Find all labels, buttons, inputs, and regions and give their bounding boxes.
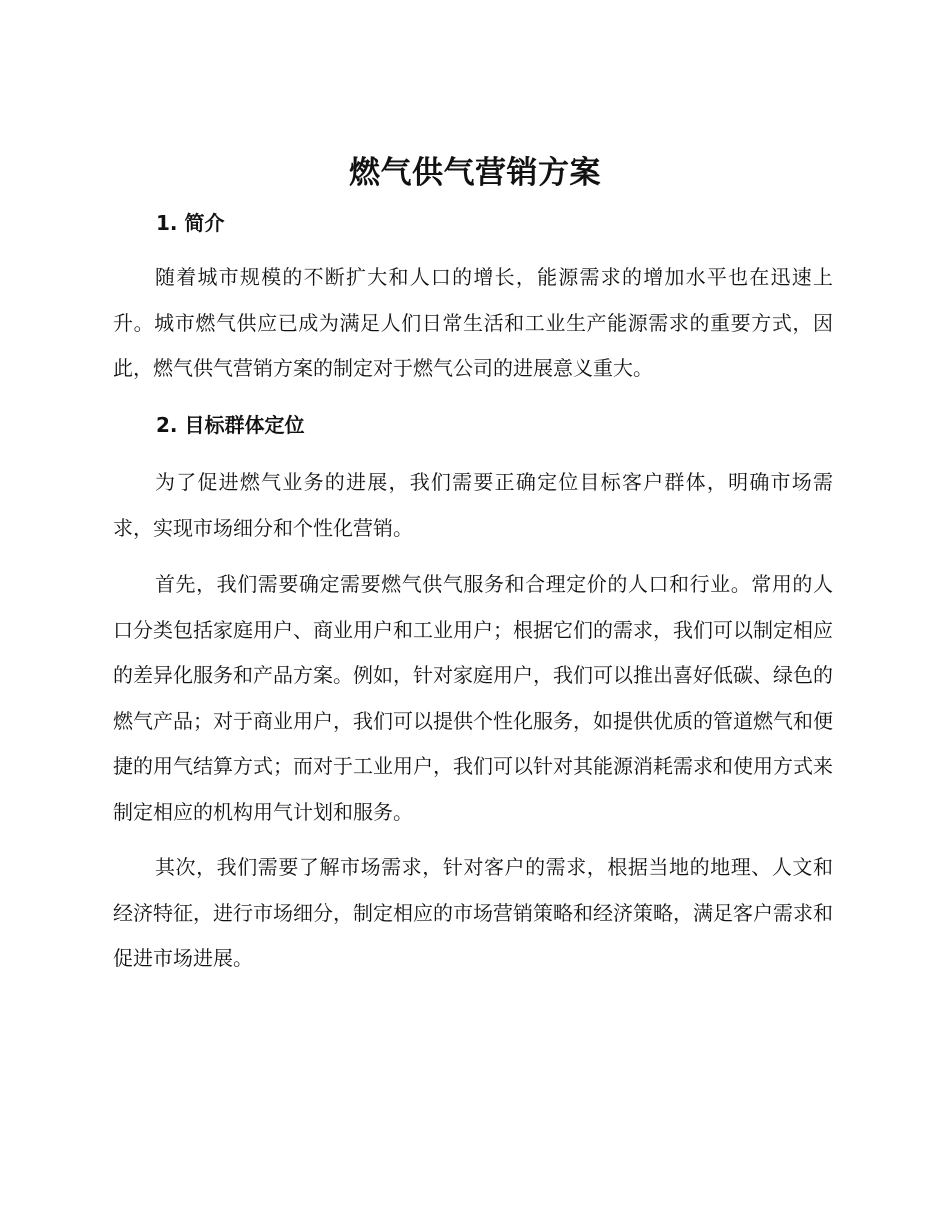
paragraph-user-segments: 首先，我们需要确定需要燃气供气服务和合理定价的人口和行业。常用的人口分类包括家庭用户、商业用户和工业用户；根据它们的需求，我们可以制定相应的差异化服务和产品方案。例如，针对家庭用户，我们可以推出喜好低碳、绿色的燃气产品；对于商业用户，我们可以提供个性化服务，如提供优质的管道燃气和便捷的用气结算方式；而对于工业用户，我们可以针对其能源消耗需求和使用方式来制定相应的机构用气计划和服务。 bbox=[113, 572, 833, 824]
section-heading-target-group: 2. 目标群体定位 bbox=[156, 413, 305, 437]
paragraph-target-positioning: 为了促进燃气业务的进展，我们需要正确定位目标客户群体，明确市场需求，实现市场细分和个性化营销。 bbox=[113, 470, 833, 540]
paragraph-market-needs: 其次，我们需要了解市场需求，针对客户的需求，根据当地的地理、人文和经济特征，进行市场细分，制定相应的市场营销策略和经济策略，满足客户需求和促进市场进展。 bbox=[113, 855, 833, 970]
page-title: 燃气供气营销方案 bbox=[349, 155, 601, 191]
paragraph-intro: 随着城市规模的不断扩大和人口的增长，能源需求的增加水平也在迅速上升。城市燃气供应已成为满足人们日常生活和工业生产能源需求的重要方式，因此，燃气供气营销方案的制定对于燃气公司的进展意义重大。 bbox=[113, 265, 833, 380]
section-heading-intro: 1. 简介 bbox=[156, 211, 225, 235]
